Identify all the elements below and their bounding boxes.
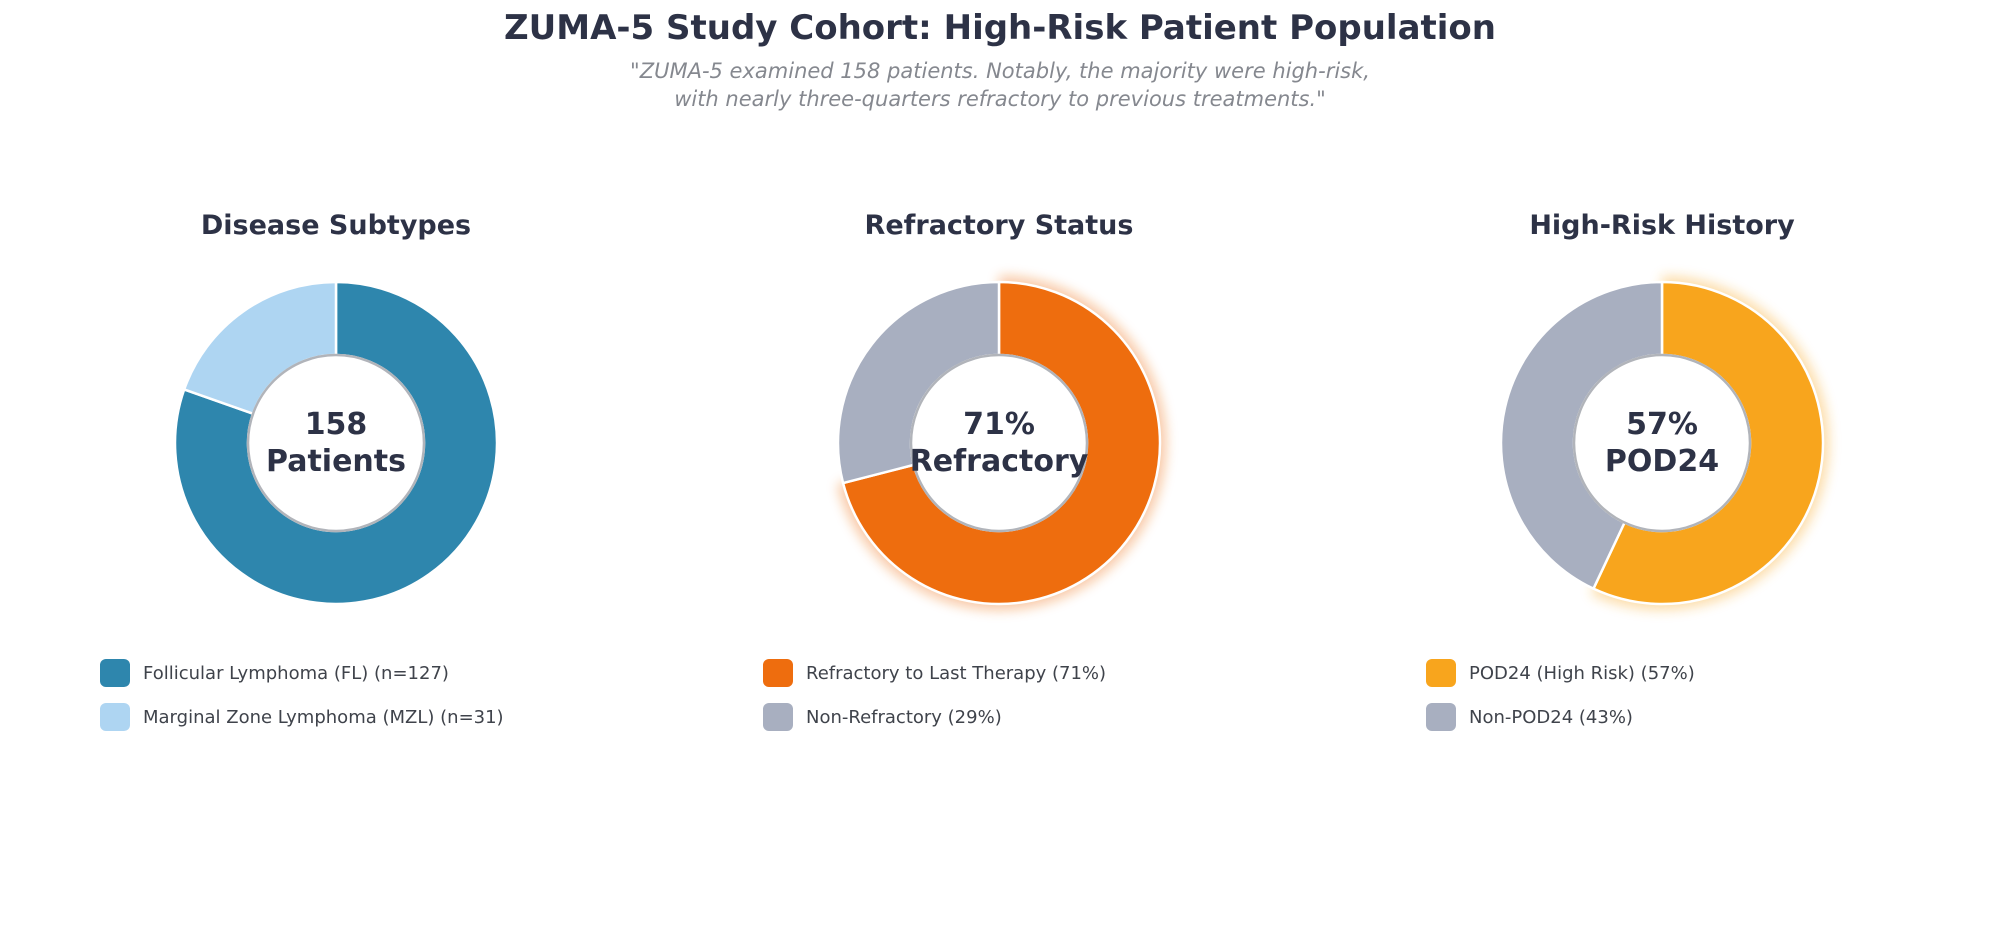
chart-refractory-status	[669, 210, 1329, 790]
legend-label-mzl: Marginal Zone Lymphoma (MZL) (n=31)	[143, 706, 504, 728]
legend-disease-subtypes	[100, 659, 504, 747]
legend-item	[763, 703, 1106, 731]
legend-item	[100, 659, 504, 687]
donut-center-line1: 71%	[963, 407, 1035, 442]
donut-center-line2: Refractory	[909, 444, 1089, 479]
legend-item	[763, 659, 1106, 687]
chart-disease-subtypes	[6, 210, 666, 790]
legend-item	[100, 703, 504, 731]
chart-title-disease-subtypes: Disease Subtypes	[200, 210, 472, 241]
legend-refractory-status	[763, 659, 1106, 747]
legend-item	[1426, 659, 1695, 687]
legend-high-risk-history	[1426, 659, 1695, 747]
donut-chart-svg	[151, 258, 521, 628]
donut-center-line2: Patients	[266, 444, 406, 479]
donut-center-line1: 57%	[1626, 407, 1698, 442]
chart-high-risk-history	[1332, 210, 1992, 790]
donut-inner-circle	[248, 355, 424, 531]
donut-inner-circle	[911, 355, 1087, 531]
donut-inner-circle	[1574, 355, 1750, 531]
legend-label-fl: Follicular Lymphoma (FL) (n=127)	[143, 662, 449, 684]
donut-chart-svg	[1477, 258, 1847, 628]
chart-title-refractory-status: Refractory Status	[864, 210, 1134, 241]
donut-chart-svg	[814, 258, 1184, 628]
legend-label-non-refractory: Non-Refractory (29%)	[806, 706, 1002, 728]
legend-swatch-fl	[100, 659, 130, 687]
legend-swatch-mzl	[100, 703, 130, 731]
legend-item	[1426, 703, 1695, 731]
donut-refractory-status	[814, 258, 1184, 628]
chart-title-high-risk-history: High-Risk History	[1529, 210, 1795, 241]
legend-swatch-non-refractory	[763, 703, 793, 731]
page-subtitle-line2: with nearly three-quarters refractory to previous treatments."	[674, 87, 1326, 111]
legend-label-refractory: Refractory to Last Therapy (71%)	[806, 662, 1107, 684]
page-subtitle	[0, 57, 2000, 113]
donut-center-line1: 158	[304, 407, 368, 442]
page-title: ZUMA-5 Study Cohort: High-Risk Patient Population	[503, 8, 1496, 48]
donut-center-line2: POD24	[1604, 444, 1720, 479]
legend-label-pod24: POD24 (High Risk) (57%)	[1469, 662, 1695, 684]
donut-disease-subtypes	[151, 258, 521, 628]
legend-label-non-pod24: Non-POD24 (43%)	[1469, 706, 1633, 728]
legend-swatch-pod24	[1426, 659, 1456, 687]
page-subtitle-line1: "ZUMA-5 examined 158 patients. Notably, the majority were high-risk,	[630, 59, 1370, 83]
legend-swatch-refractory	[763, 659, 793, 687]
legend-swatch-non-pod24	[1426, 703, 1456, 731]
donut-high-risk-history	[1477, 258, 1847, 628]
